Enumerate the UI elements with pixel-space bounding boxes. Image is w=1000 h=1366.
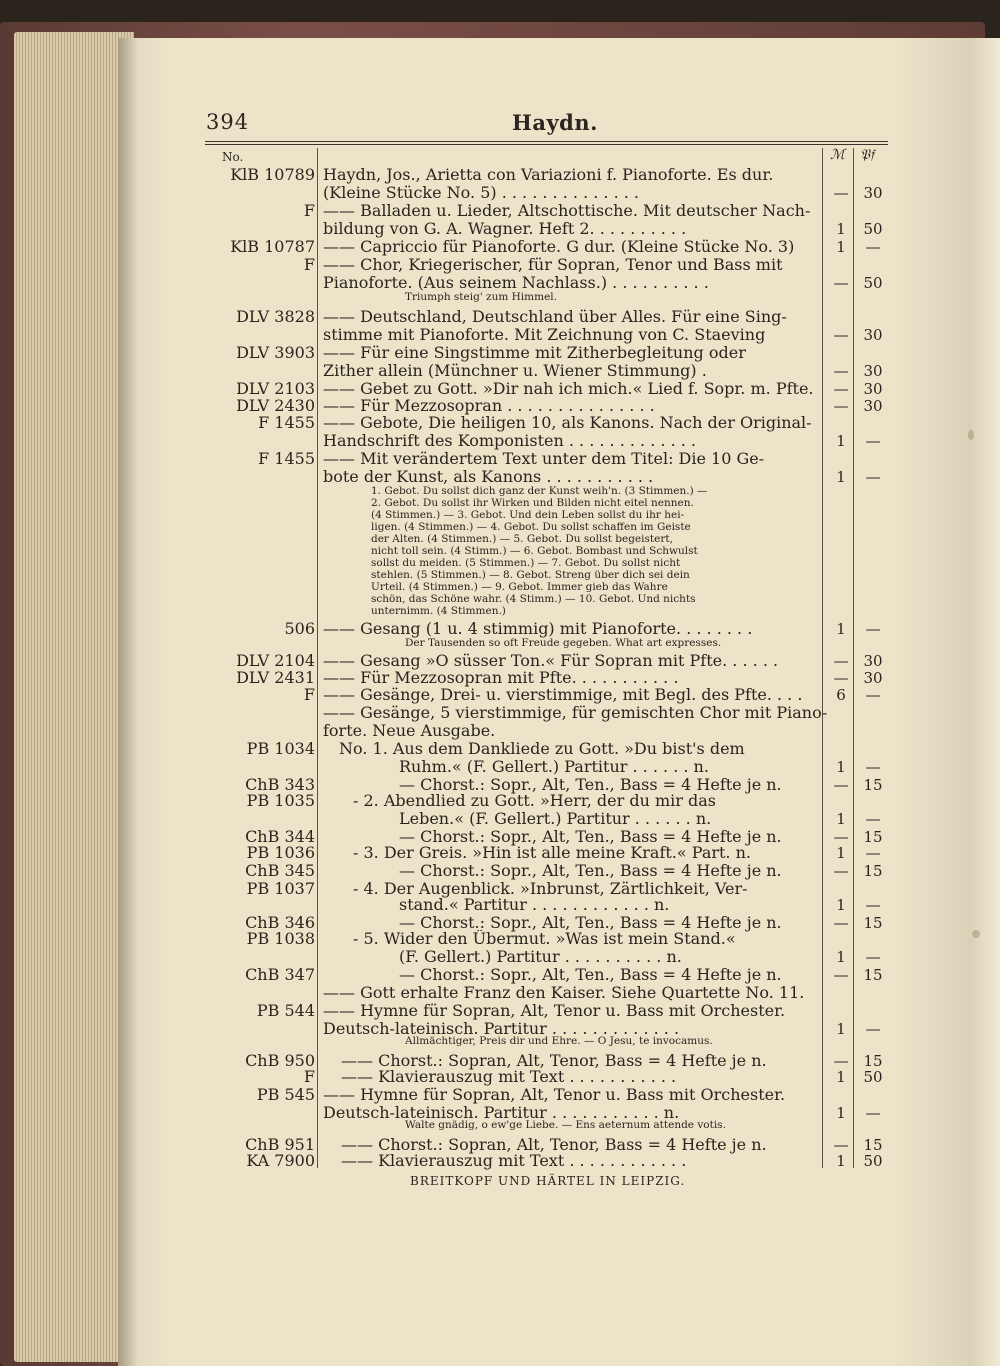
margin-mark xyxy=(972,930,980,938)
catalogue-note: nicht toll sein. (4 Stimm.) — 6. Gebot. Bombast und Schwulst xyxy=(371,546,698,557)
catalogue-note: Allmächtiger, Preis dir und Ehre. — O Jesu, te invocamus. xyxy=(405,1036,713,1047)
price-mark: — xyxy=(833,1052,849,1070)
price-pfennig: 30 xyxy=(863,184,883,202)
catalogue-text: (F. Gellert.) Partitur . . . . . . . . . . n. xyxy=(399,948,682,966)
catalogue-number: DLV 3903 xyxy=(236,343,315,362)
price-mark: — xyxy=(833,1136,849,1154)
price-mark: — xyxy=(833,652,849,670)
catalogue-number: ChB 343 xyxy=(245,775,315,794)
price-pfennig: — xyxy=(865,686,881,704)
price-pfennig: 15 xyxy=(863,776,883,794)
price-mark: 1 xyxy=(836,758,846,776)
price-mark: — xyxy=(833,862,849,880)
price-pfennig: 30 xyxy=(863,380,883,398)
catalogue-number: F xyxy=(303,1067,315,1086)
catalogue-row xyxy=(205,308,888,326)
price-pfennig: 15 xyxy=(863,966,883,984)
catalogue-note: Walte gnädig, o ew'ge Liebe. — Ens aeternum attende votis. xyxy=(405,1120,726,1131)
price-pfennig: 50 xyxy=(863,274,883,292)
catalogue-row xyxy=(205,984,888,1002)
catalogue-number: F 1455 xyxy=(258,413,315,432)
catalogue-text: —— Gesang (1 u. 4 stimmig) mit Pianoforte. . . . . . . . xyxy=(323,620,753,638)
catalogue-row xyxy=(205,686,888,704)
catalogue-text: Leben.« (F. Gellert.) Partitur . . . . . . n. xyxy=(399,810,712,828)
catalogue-row xyxy=(205,450,888,468)
price-mark: 6 xyxy=(836,686,846,704)
catalogue-number: PB 1035 xyxy=(246,791,315,810)
price-pfennig: 50 xyxy=(863,1152,883,1170)
page-edges xyxy=(14,32,134,1362)
price-pfennig: — xyxy=(865,432,881,450)
catalogue-note: 1. Gebot. Du sollst dich ganz der Kunst weih'n. (3 Stimmen.) — xyxy=(371,486,708,497)
catalogue-text: Ruhm.« (F. Gellert.) Partitur . . . . . . n. xyxy=(399,758,709,776)
catalogue-text: —— Gesang »O süsser Ton.« Für Sopran mit Pfte. . . . . . xyxy=(323,652,779,670)
catalogue-row xyxy=(205,966,888,984)
catalogue-number: DLV 2431 xyxy=(236,668,315,687)
catalogue-number: DLV 2104 xyxy=(236,651,315,670)
price-pfennig: — xyxy=(865,620,881,638)
catalogue-text: Handschrift des Komponisten . . . . . . . . . . . . . xyxy=(323,432,696,450)
price-mark: — xyxy=(833,397,849,415)
catalogue-number: PB 545 xyxy=(256,1085,315,1104)
price-pfennig: — xyxy=(865,758,881,776)
price-pfennig: — xyxy=(865,468,881,486)
catalogue-row xyxy=(205,468,888,486)
price-pfennig: 30 xyxy=(863,652,883,670)
catalogue-text: Pianoforte. (Aus seinem Nachlass.) . . . . . . . . . . xyxy=(323,274,709,292)
catalogue-text: —— Hymne für Sopran, Alt, Tenor u. Bass mit Orchester. xyxy=(323,1086,786,1104)
catalogue-text: Zither allein (Münchner u. Wiener Stimmung) . xyxy=(323,362,707,380)
catalogue-text: —— Gesänge, 5 vierstimmige, für gemischten Chor mit Piano- xyxy=(323,704,828,722)
catalogue-text: No. 1. Aus dem Dankliede zu Gott. »Du bist's dem xyxy=(339,740,745,758)
price-mark: 1 xyxy=(836,1020,846,1038)
catalogue-text: —— Für Mezzosopran mit Pfte. . . . . . . . . . . xyxy=(323,669,679,687)
price-pfennig: — xyxy=(865,1104,881,1122)
catalogue-number: F xyxy=(303,255,315,274)
catalogue-text: bote der Kunst, als Kanons . . . . . . . . . . . xyxy=(323,468,654,486)
column-header-pf: 𝔓𝔣 xyxy=(860,147,875,163)
catalogue-row xyxy=(205,1002,888,1020)
catalogue-text: — Chorst.: Sopr., Alt, Ten., Bass = 4 Hefte je n. xyxy=(399,828,782,846)
catalogue-number: ChB 345 xyxy=(245,861,315,880)
price-pfennig: 15 xyxy=(863,914,883,932)
price-pfennig: 50 xyxy=(863,220,883,238)
price-mark: 1 xyxy=(836,1152,846,1170)
catalogue-row xyxy=(205,362,888,380)
catalogue-note: Triumph steig' zum Himmel. xyxy=(405,292,557,303)
catalogue-number: PB 1037 xyxy=(246,879,315,898)
header-rule xyxy=(205,141,888,142)
catalogue-number: KlB 10787 xyxy=(230,237,315,256)
catalogue-text: (Kleine Stücke No. 5) . . . . . . . . . . . . . . xyxy=(323,184,640,202)
catalogue-note: Urteil. (4 Stimmen.) — 9. Gebot. Immer gieb das Wahre xyxy=(371,582,668,593)
catalogue-number: ChB 346 xyxy=(245,913,315,932)
catalogue-row xyxy=(205,758,888,776)
catalogue-row xyxy=(205,220,888,238)
catalogue-row xyxy=(205,344,888,362)
price-pfennig: 50 xyxy=(863,1068,883,1086)
price-mark: — xyxy=(833,380,849,398)
catalogue-text: —— Balladen u. Lieder, Altschottische. Mit deutscher Nach- xyxy=(323,202,811,220)
price-mark: 1 xyxy=(836,220,846,238)
catalogue-text: —— Klavierauszug mit Text . . . . . . . . . . . . xyxy=(341,1152,687,1170)
price-pfennig: 15 xyxy=(863,862,883,880)
catalogue-row xyxy=(205,166,888,184)
catalogue-number: ChB 347 xyxy=(245,965,315,984)
catalogue-text: Deutsch-lateinisch. Partitur . . . . . . . . . . . . . xyxy=(323,1020,680,1038)
catalogue-row xyxy=(205,930,888,948)
price-mark: 1 xyxy=(836,468,846,486)
catalogue-text: —— Für eine Singstimme mit Zitherbegleitung oder xyxy=(323,344,746,362)
catalogue-text: —— Für Mezzosopran . . . . . . . . . . . . . . . xyxy=(323,397,655,415)
price-mark: 1 xyxy=(836,844,846,862)
price-pfennig: 30 xyxy=(863,669,883,687)
price-pfennig: 15 xyxy=(863,1136,883,1154)
catalogue-number: ChB 950 xyxy=(245,1051,315,1070)
catalogue-number: DLV 3828 xyxy=(236,307,315,326)
catalogue-number: ChB 344 xyxy=(245,827,315,846)
price-pfennig: — xyxy=(865,1020,881,1038)
catalogue-text: stimme mit Pianoforte. Mit Zeichnung von C. Staeving xyxy=(323,326,766,344)
price-mark: — xyxy=(833,362,849,380)
catalogue-row xyxy=(205,948,888,966)
catalogue-text: - 3. Der Greis. »Hin ist alle meine Kraft.« Part. n. xyxy=(353,844,751,862)
catalogue-text: —— Gebet zu Gott. »Dir nah ich mich.« Lied f. Sopr. m. Pfte. xyxy=(323,380,814,398)
spine-shadow xyxy=(118,38,138,1366)
catalogue-text: - 4. Der Augenblick. »Inbrunst, Zärtlichkeit, Ver- xyxy=(353,880,748,898)
catalogue-text: —— Gott erhalte Franz den Kaiser. Siehe Quartette No. 11. xyxy=(323,984,805,1002)
catalogue-text: —— Chorst.: Sopran, Alt, Tenor, Bass = 4 Hefte je n. xyxy=(341,1136,767,1154)
catalogue-text: — Chorst.: Sopr., Alt, Ten., Bass = 4 Hefte je n. xyxy=(399,966,782,984)
margin-mark xyxy=(968,430,974,440)
catalogue-note: unternimm. (4 Stimmen.) xyxy=(371,606,506,617)
catalogue-text: — Chorst.: Sopr., Alt, Ten., Bass = 4 Hefte je n. xyxy=(399,862,782,880)
catalogue-row xyxy=(205,1152,888,1170)
price-mark: — xyxy=(833,274,849,292)
page-number: 394 xyxy=(206,110,250,134)
catalogue-text: - 2. Abendlied zu Gott. »Herr, der du mir das xyxy=(353,792,716,810)
catalogue-row xyxy=(205,620,888,638)
gutter xyxy=(968,38,1000,1366)
price-mark: 1 xyxy=(836,1104,846,1122)
catalogue-row xyxy=(205,238,888,256)
price-pfennig: 30 xyxy=(863,326,883,344)
catalogue-number: PB 1036 xyxy=(246,843,315,862)
price-pfennig: — xyxy=(865,896,881,914)
price-mark: — xyxy=(833,914,849,932)
price-mark: — xyxy=(833,828,849,846)
catalogue-note: stehlen. (5 Stimmen.) — 8. Gebot. Streng über dich sei dein xyxy=(371,570,690,581)
price-pfennig: — xyxy=(865,238,881,256)
catalogue-number: KA 7900 xyxy=(246,1151,315,1170)
price-mark: — xyxy=(833,326,849,344)
catalogue-row xyxy=(205,202,888,220)
catalogue-note: schön, das Schöne wahr. (4 Stimm.) — 10. Gebot. Und nichts xyxy=(371,594,696,605)
catalogue-text: —— Chorst.: Sopran, Alt, Tenor, Bass = 4 Hefte je n. xyxy=(341,1052,767,1070)
price-mark: — xyxy=(833,776,849,794)
catalogue-note: sollst du meiden. (5 Stimmen.) — 7. Gebot. Du sollst nicht xyxy=(371,558,681,569)
catalogue-number: F xyxy=(303,685,315,704)
catalogue-text: forte. Neue Ausgabe. xyxy=(323,722,496,740)
catalogue-number: PB 1038 xyxy=(246,929,315,948)
price-mark: 1 xyxy=(836,238,846,256)
price-pfennig: 15 xyxy=(863,828,883,846)
catalogue-row xyxy=(205,274,888,292)
column-header-mark: ℳ xyxy=(830,147,845,163)
catalogue-row xyxy=(205,722,888,740)
catalogue-text: bildung von G. A. Wagner. Heft 2. . . . . . . . . . xyxy=(323,220,687,238)
price-mark: — xyxy=(833,184,849,202)
price-mark: 1 xyxy=(836,432,846,450)
catalogue-row xyxy=(205,326,888,344)
catalogue-row xyxy=(205,862,888,880)
catalogue-row xyxy=(205,792,888,810)
catalogue-number: 506 xyxy=(284,619,315,638)
catalogue-number: PB 544 xyxy=(256,1001,315,1020)
catalogue-note: (4 Stimmen.) — 3. Gebot. Und dein Leben sollst du ihr hei- xyxy=(371,510,685,521)
price-mark: 1 xyxy=(836,896,846,914)
catalogue-text: —— Chor, Kriegerischer, für Sopran, Tenor und Bass mit xyxy=(323,256,783,274)
price-mark: — xyxy=(833,669,849,687)
catalogue-text: —— Capriccio für Pianoforte. G dur. (Kleine Stücke No. 3) xyxy=(323,238,795,256)
price-pfennig: 30 xyxy=(863,397,883,415)
price-pfennig: — xyxy=(865,810,881,828)
catalogue-number: F 1455 xyxy=(258,449,315,468)
catalogue-number: ChB 951 xyxy=(245,1135,315,1154)
price-pfennig: 30 xyxy=(863,362,883,380)
catalogue-note: der Alten. (4 Stimmen.) — 5. Gebot. Du sollst begeistert, xyxy=(371,534,673,545)
catalogue-row xyxy=(205,1086,888,1104)
catalogue-number: DLV 2103 xyxy=(236,379,315,398)
catalogue-text: Deutsch-lateinisch. Partitur . . . . . . . . . . . n. xyxy=(323,1104,680,1122)
price-mark: 1 xyxy=(836,1068,846,1086)
catalogue-row xyxy=(205,896,888,914)
catalogue-text: —— Gesänge, Drei- u. vierstimmige, mit Begl. des Pfte. . . . xyxy=(323,686,803,704)
catalogue-row xyxy=(205,184,888,202)
catalogue-text: — Chorst.: Sopr., Alt, Ten., Bass = 4 Hefte je n. xyxy=(399,914,782,932)
catalogue-number: DLV 2430 xyxy=(236,396,315,415)
catalogue-text: —— Mit verändertem Text unter dem Titel: Die 10 Ge- xyxy=(323,450,765,468)
price-mark: — xyxy=(833,966,849,984)
catalogue-text: — Chorst.: Sopr., Alt, Ten., Bass = 4 Hefte je n. xyxy=(399,776,782,794)
catalogue-number: PB 1034 xyxy=(246,739,315,758)
catalogue-number: F xyxy=(303,201,315,220)
price-pfennig: — xyxy=(865,948,881,966)
catalogue-text: Haydn, Jos., Arietta con Variazioni f. Pianoforte. Es dur. xyxy=(323,166,774,184)
catalogue-row xyxy=(205,810,888,828)
price-pfennig: — xyxy=(865,844,881,862)
catalogue-row xyxy=(205,432,888,450)
price-pfennig: 15 xyxy=(863,1052,883,1070)
catalogue-text: - 5. Wider den Übermut. »Was ist mein Stand.« xyxy=(353,930,736,948)
catalogue-row xyxy=(205,414,888,432)
price-mark: 1 xyxy=(836,810,846,828)
catalogue-text: stand.« Partitur . . . . . . . . . . . . n. xyxy=(399,896,670,914)
publisher-footer: BREITKOPF UND HÄRTEL IN LEIPZIG. xyxy=(410,1174,686,1188)
catalogue-note: 2. Gebot. Du sollst ihr Wirken und Bilden nicht eitel nennen. xyxy=(371,498,694,509)
catalogue-row xyxy=(205,256,888,274)
catalogue-row xyxy=(205,740,888,758)
catalogue-text: —— Hymne für Sopran, Alt, Tenor u. Bass mit Orchester. xyxy=(323,1002,786,1020)
catalogue-row xyxy=(205,844,888,862)
catalogue-note: ligen. (4 Stimmen.) — 4. Gebot. Du sollst schaffen im Geiste xyxy=(371,522,691,533)
running-head: Haydn. xyxy=(512,110,598,135)
catalogue-number: KlB 10789 xyxy=(230,165,315,184)
header-rule-thin xyxy=(205,144,888,145)
catalogue-text: —— Deutschland, Deutschland über Alles. Für eine Sing- xyxy=(323,308,787,326)
catalogue-text: —— Klavierauszug mit Text . . . . . . . . . . . xyxy=(341,1068,677,1086)
catalogue-row xyxy=(205,1068,888,1086)
catalogue-row xyxy=(205,704,888,722)
catalogue-note: Der Tausenden so oft Freude gegeben. What art expresses. xyxy=(405,638,722,649)
column-header-no: No. xyxy=(222,150,244,164)
catalogue-text: —— Gebote, Die heiligen 10, als Kanons. Nach der Original- xyxy=(323,414,812,432)
price-mark: 1 xyxy=(836,948,846,966)
price-mark: 1 xyxy=(836,620,846,638)
